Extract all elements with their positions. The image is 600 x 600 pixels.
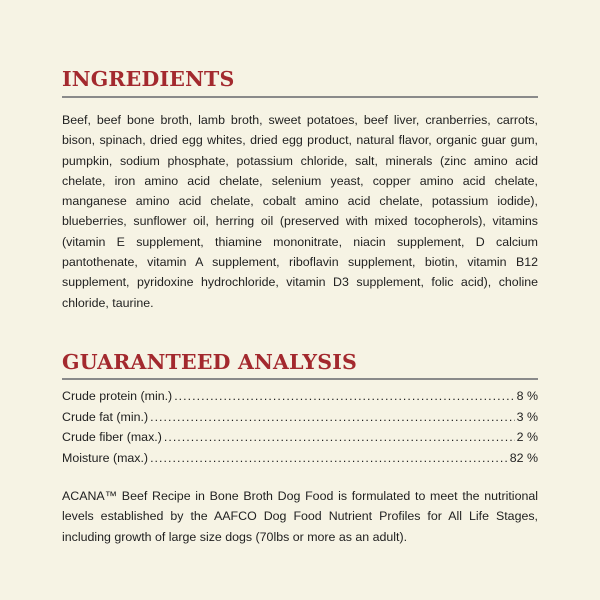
ingredients-divider — [62, 96, 538, 98]
analysis-value: 3 % — [516, 409, 538, 424]
analysis-label: Crude protein (min.) — [62, 389, 173, 403]
analysis-value: 8 % — [516, 389, 538, 403]
dot-leader — [150, 407, 515, 428]
dot-leader — [164, 427, 515, 448]
analysis-row-crude-protein — [62, 386, 538, 407]
analysis-label: Moisture (max.) — [62, 450, 149, 465]
analysis-label: Crude fat (min.) — [62, 409, 149, 424]
dot-leader — [174, 386, 514, 407]
ingredients-heading: INGREDIENTS — [62, 67, 235, 91]
aafco-statement: ACANA™ Beef Recipe in Bone Broth Dog Food is formulated to meet the nutritional levels established by the AAFCO Dog Food Nutrient Profiles for All Life Stages, including growth of large size dogs (70lbs or more as an adult). — [62, 489, 538, 544]
dot-leader — [150, 448, 508, 469]
analysis-row-moisture — [62, 448, 538, 469]
guaranteed-analysis-table — [62, 386, 538, 468]
ingredients-list: Beef, beef bone broth, lamb broth, sweet potatoes, beef liver, cranberries, carrots, bison, spinach, dried egg whites, dried egg product, natural flavor, organic guar gum, pumpkin, sodium phosphate, potassium chloride, salt, minerals (zinc amino acid chelate, iron amino acid chelate, selenium yeast, copper amino acid chelate, manganese amino acid chelate, cobalt amino acid chelate, potassium iodide), blueberries, sunflower oil, herring oil (preserved with mixed tocopherols), vitamins (vitamin E supplement, thiamine mononitrate, niacin supplement, D calcium pantothenate, vitamin A supplement, riboflavin supplement, biotin, vitamin B12 supplement, pyridoxine hydrochloride, vitamin D3 supplement, folic acid), choline chloride, taurine. — [62, 113, 538, 310]
analysis-value: 82 % — [509, 450, 538, 465]
analysis-label: Crude fiber (max.) — [62, 430, 162, 444]
analysis-value: 2 % — [516, 430, 538, 444]
analysis-row-crude-fat — [62, 407, 538, 428]
analysis-divider — [62, 378, 538, 380]
analysis-row-crude-fiber — [62, 427, 538, 448]
guaranteed-analysis-heading: GUARANTEED ANALYSIS — [62, 350, 358, 374]
